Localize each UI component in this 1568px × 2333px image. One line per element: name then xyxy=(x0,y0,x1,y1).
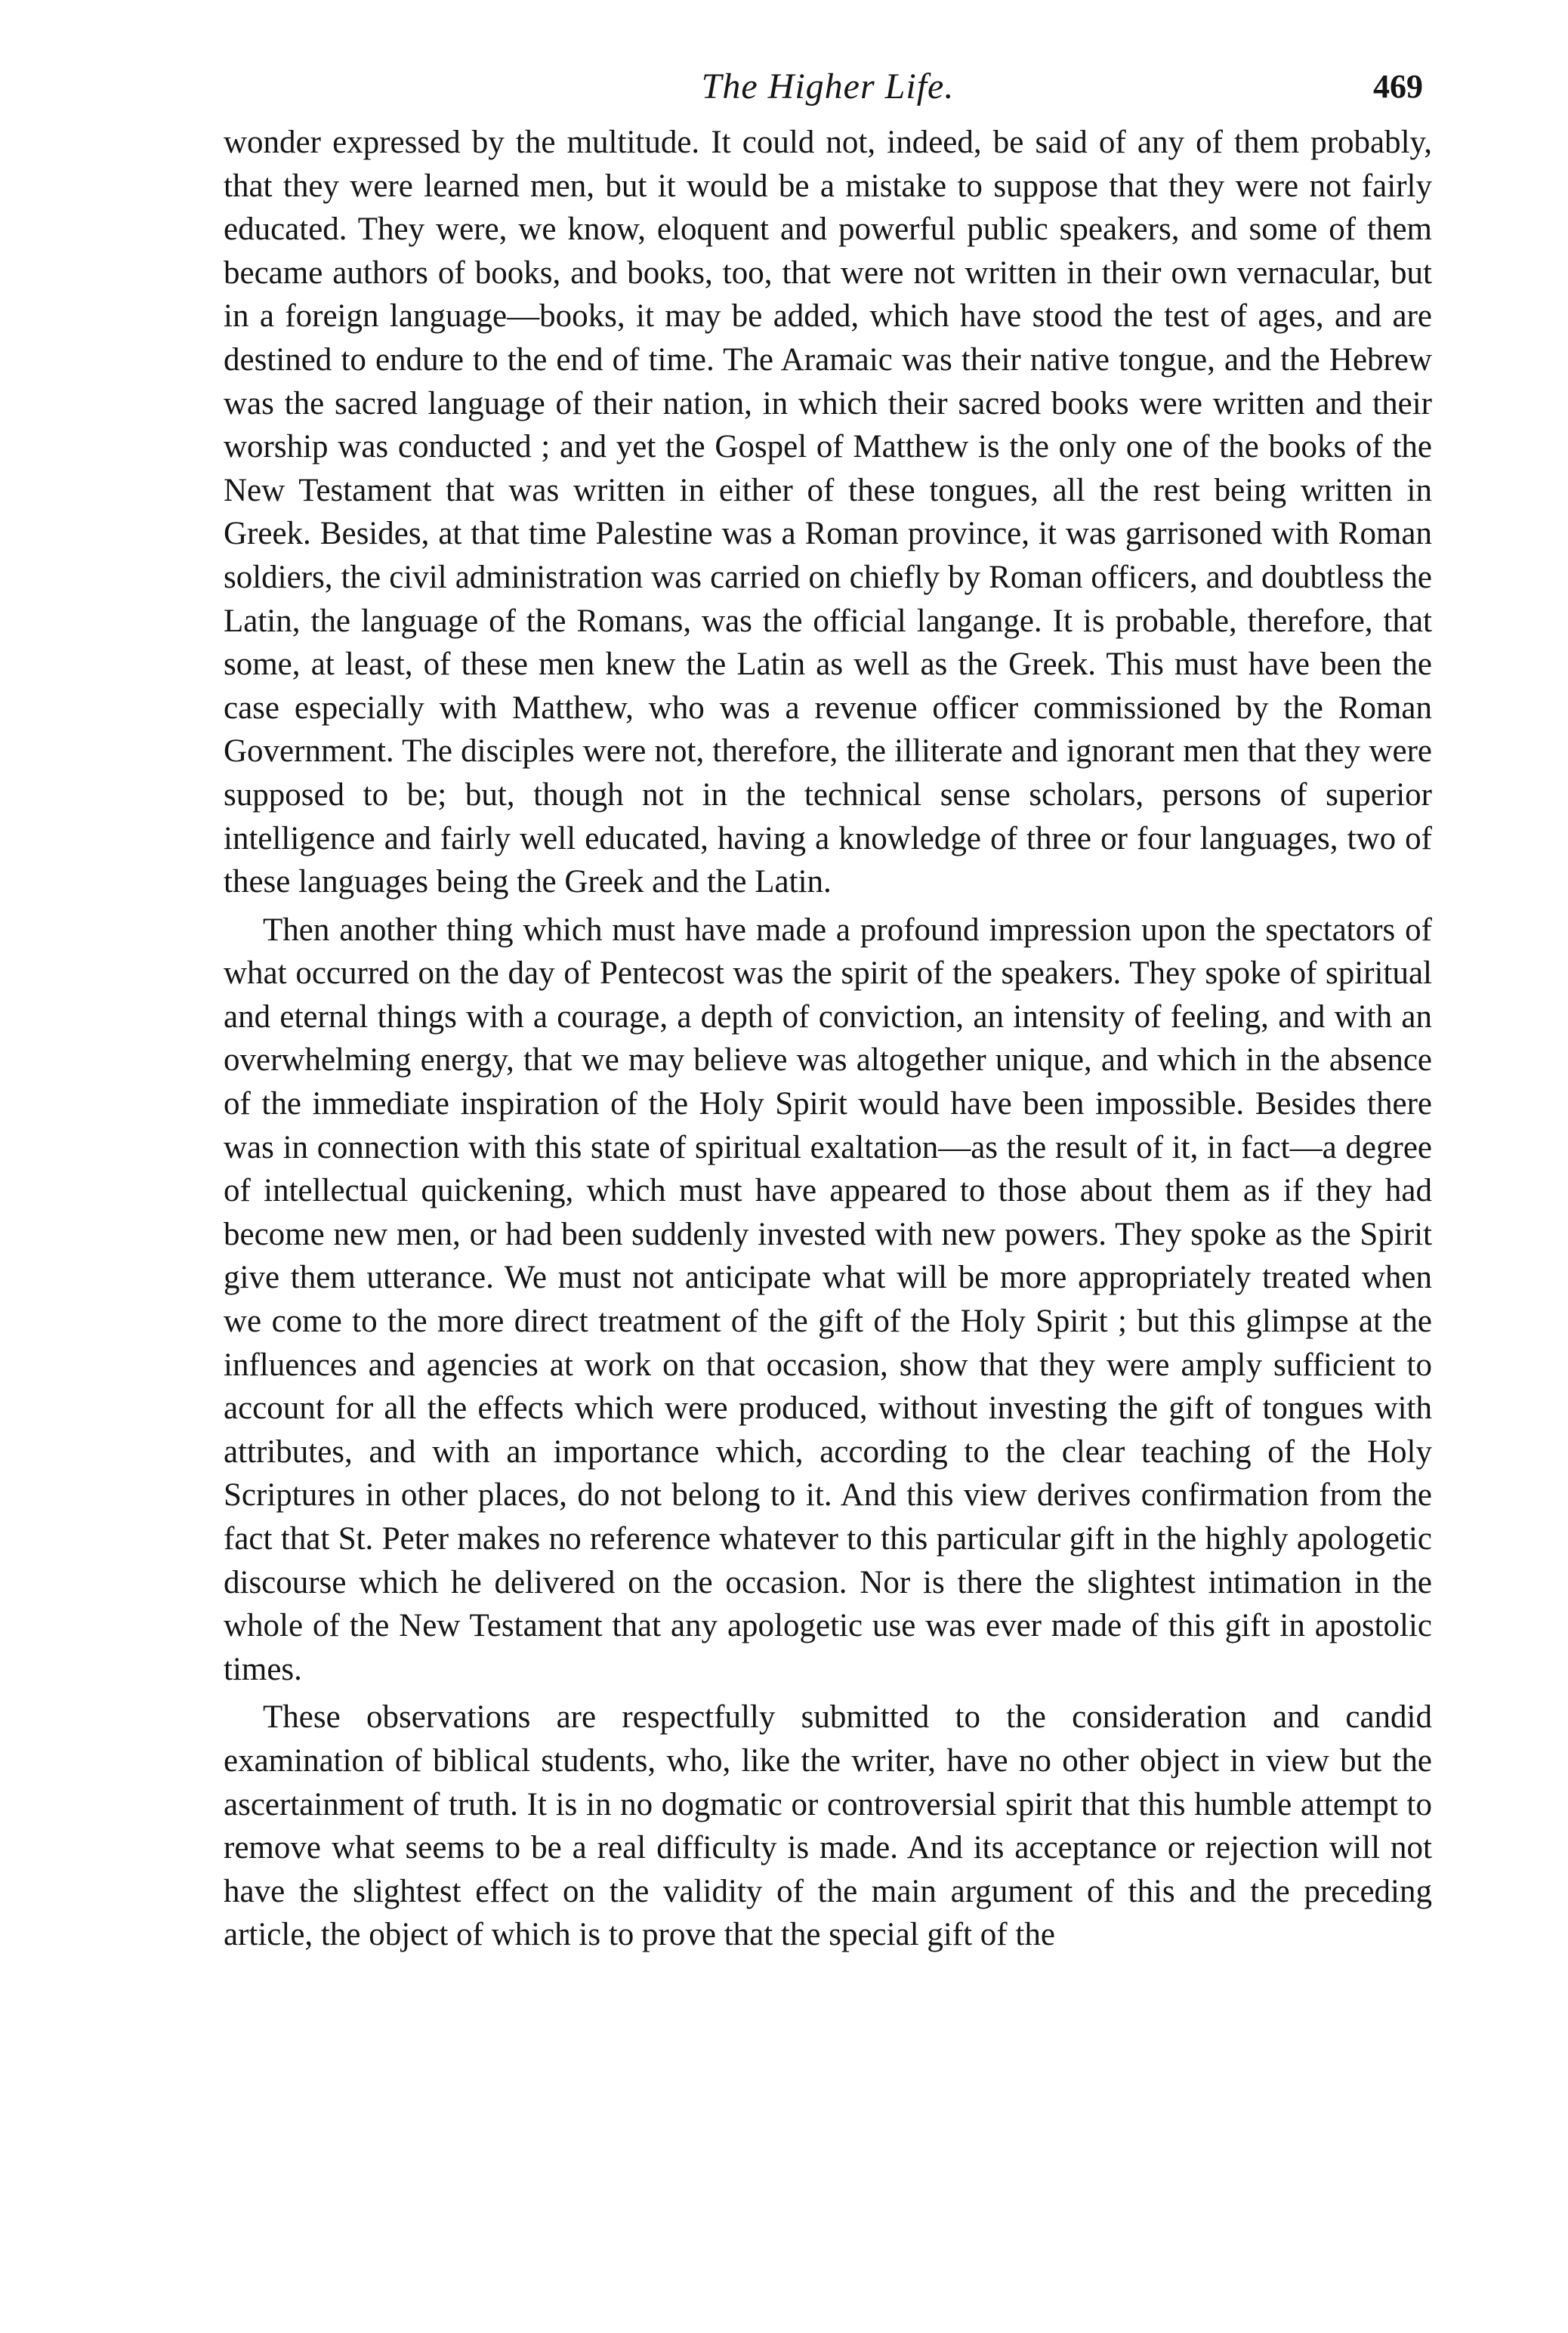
page-number: 469 xyxy=(1373,68,1423,105)
book-page xyxy=(224,53,1432,1957)
running-title: The Higher Life. xyxy=(701,66,955,106)
body-text xyxy=(224,121,1432,1957)
running-header xyxy=(224,53,1432,121)
paragraph: Then another thing which must have made a profound impression upon the spectators of what occurred on the day of Pentecost was the spirit of the speakers. They spoke of spiritual and eternal things with a courage, a depth of conviction, an intensity of feeling, and with an overwhelming energy, that we may believe was altogether unique, and which in the absence of the immediate inspiration of the Holy Spirit would have been impossible. Besides there was in connection with this state of spiritual exaltation—as the result of it, in fact—a degree of intellectual quickening, which must have appeared to those about them as if they had become new men, or had been suddenly invested with new powers. They spoke as the Spirit give them utterance. We must not anticipate what will be more appropriately treated when we come to the more direct treatment of the gift of the Holy Spirit ; but this glimpse at the influences and agencies at work on that occasion, show that they were amply sufficient to account for all the effects which were produced, without investing the gift of tongues with attributes, and with an importance which, according to the clear teaching of the Holy Scriptures in other places, do not belong to it. And this view derives confirmation from the fact that St. Peter makes no reference whatever to this particular gift in the highly apologetic discourse which he delivered on the occasion. Nor is there the slightest intimation in the whole of the New Testament that any apologetic use was ever made of this gift in apostolic times. xyxy=(224,912,1432,1687)
paragraph: These observations are respectfully submitted to the consideration and candid examination of biblical students, who, like the writer, have no other object in view but the ascertainment of truth. It is in no dogmatic or controversial spirit that this humble attempt to remove what seems to be a real difficulty is made. And its acceptance or rejection will not have the slightest effect on the validity of the main argument of this and the preceding article, the object of which is to prove that the special gift of the xyxy=(224,1699,1432,1953)
paragraph-continued: wonder expressed by the multitude. It could not, indeed, be said of any of them probably, that they were learned men, but it would be a mistake to suppose that they were not fairly educated. They were, we know, eloquent and powerful public speakers, and some of them became authors of books, and books, too, that were not written in their own vernacular, but in a foreign language—books, it may be added, which have stood the test of ages, and are destined to endure to the end of time. The Aramaic was their native tongue, and the Hebrew was the sacred language of their nation, in which their sacred books were written and their worship was conducted ; and yet the Gospel of Matthew is the only one of the books of the New Testament that was written in either of these tongues, all the rest being written in Greek. Besides, at that time Palestine was a Roman province, it was garrisoned with Roman soldiers, the civil administration was carried on chiefly by Roman officers, and doubtless the Latin, the language of the Romans, was the official langange. It is probable, therefore, that some, at least, of these men knew the Latin as well as the Greek. This must have been the case especially with Matthew, who was a revenue officer commissioned by the Roman Government. The disciples were not, therefore, the illiterate and ignorant men that they were supposed to be; but, though not in the technical sense scholars, persons of superior intelligence and fairly well educated, having a knowledge of three or four languages, two of these languages being the Greek and the Latin. xyxy=(224,125,1432,900)
